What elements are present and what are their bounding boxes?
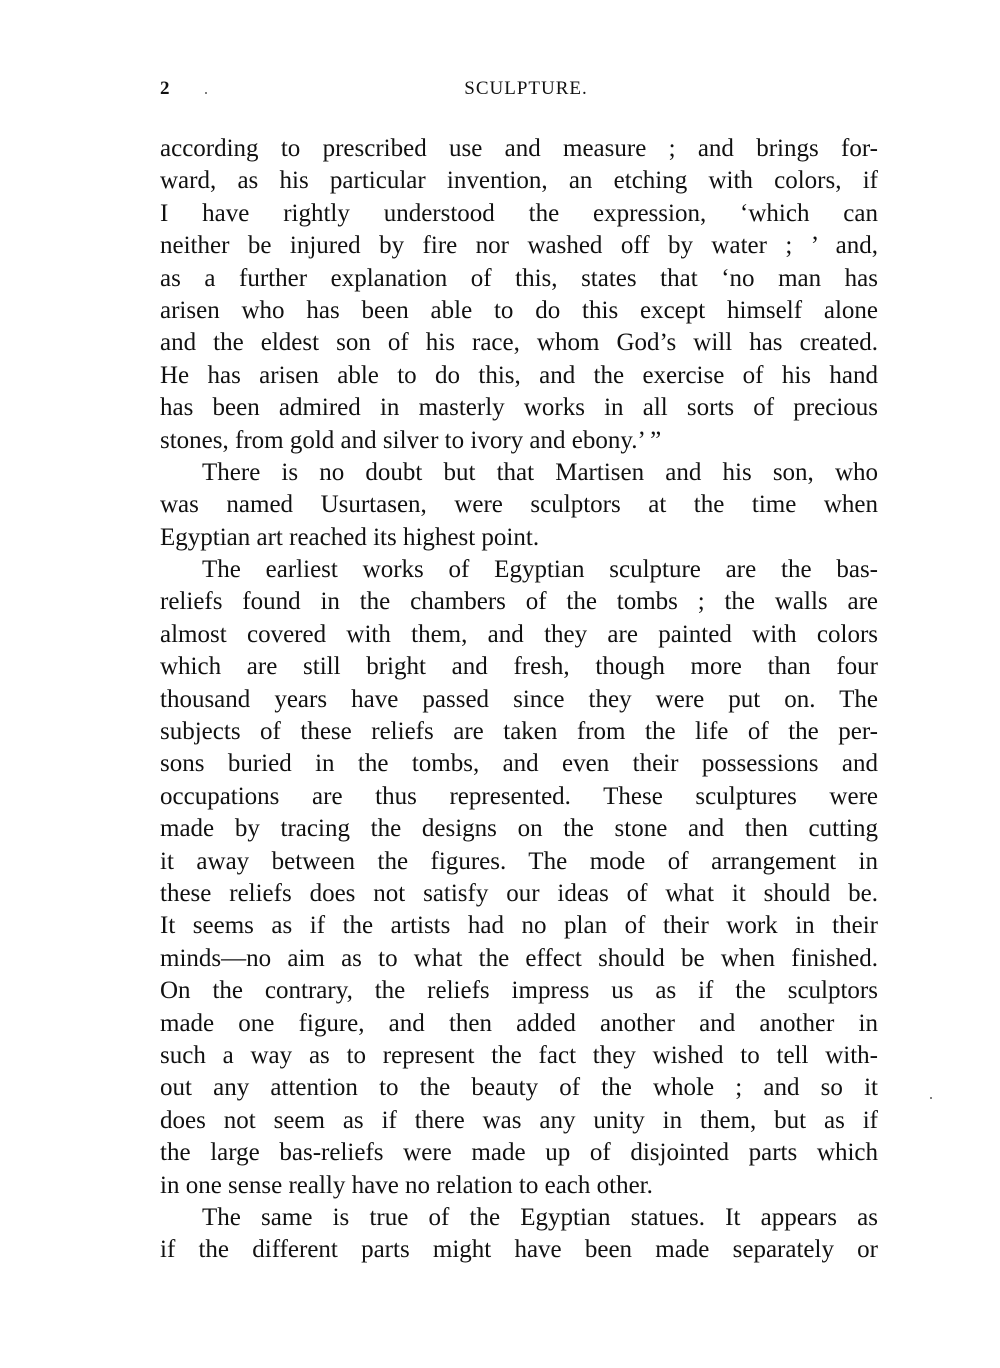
text-line: has been admired in masterly works in all sorts of precious: [160, 394, 878, 422]
text-line: according to prescribed use and measure ; and brings for-: [160, 135, 878, 162]
scan-speck: [205, 92, 207, 94]
text-line: It seems as if the artists had no plan of their work in their: [160, 912, 878, 940]
text-line: stones, from gold and silver to ivory and ebony.’ ”: [160, 426, 662, 454]
text-line: sons buried in the tombs, and even their possessions and: [160, 750, 878, 778]
text-line: which are still bright and fresh, though more than four: [160, 653, 878, 681]
text-line: I have rightly understood the expression, ‘which can: [160, 199, 878, 227]
text-line: and the eldest son of his race, whom God’s will has created.: [160, 329, 878, 357]
text-line: ward, as his particular invention, an etching with colors, if: [160, 167, 878, 195]
text-line: subjects of these reliefs are taken from the life of the per-: [160, 718, 878, 746]
running-title: SCULPTURE.: [464, 78, 588, 99]
text-line: On the contrary, the reliefs impress us as if the sculptors: [160, 977, 878, 1005]
text-line: if the different parts might have been made separately or: [160, 1236, 878, 1264]
text-line: minds—no aim as to what the effect should be when finished.: [160, 944, 878, 972]
page-number: 2: [160, 78, 171, 99]
text-line: out any attention to the beauty of the whole ; and so it: [160, 1074, 878, 1102]
running-head: [160, 78, 878, 102]
text-line: these reliefs does not satisfy our ideas of what it should be.: [160, 879, 878, 907]
text-line: neither be injured by fire nor washed off by water ; ’ and,: [160, 232, 878, 260]
text-line: in one sense really have no relation to each other.: [160, 1171, 653, 1199]
text-line: as a further explanation of this, states that ‘no man has: [160, 264, 878, 292]
text-line: The same is true of the Egyptian statues. It appears as: [202, 1203, 878, 1231]
text-line: made one figure, and then added another and another in: [160, 1009, 878, 1037]
body-text: [160, 133, 878, 1267]
text-line: does not seem as if there was any unity in them, but as if: [160, 1106, 878, 1134]
scan-speck: [930, 1097, 932, 1099]
text-line: He has arisen able to do this, and the exercise of his hand: [160, 361, 878, 389]
text-line: thousand years have passed since they were put on. The: [160, 685, 878, 713]
text-line: such a way as to represent the fact they wished to tell with-: [160, 1041, 878, 1069]
text-line: reliefs found in the chambers of the tombs ; the walls are: [160, 588, 878, 616]
text-line: made by tracing the designs on the stone and then cutting: [160, 815, 878, 843]
text-line: the large bas-reliefs were made up of disjointed parts which: [160, 1139, 878, 1167]
text-line: almost covered with them, and they are painted with colors: [160, 620, 878, 648]
text-line: There is no doubt but that Martisen and his son, who: [202, 458, 878, 486]
text-line: it away between the figures. The mode of arrangement in: [160, 847, 878, 875]
text-line: occupations are thus represented. These sculptures were: [160, 782, 878, 810]
text-line: Egyptian art reached its highest point.: [160, 523, 540, 551]
text-line: arisen who has been able to do this except himself alone: [160, 296, 878, 324]
text-line: was named Usurtasen, were sculptors at the time when: [160, 491, 878, 519]
text-line: The earliest works of Egyptian sculpture are the bas-: [202, 556, 878, 584]
